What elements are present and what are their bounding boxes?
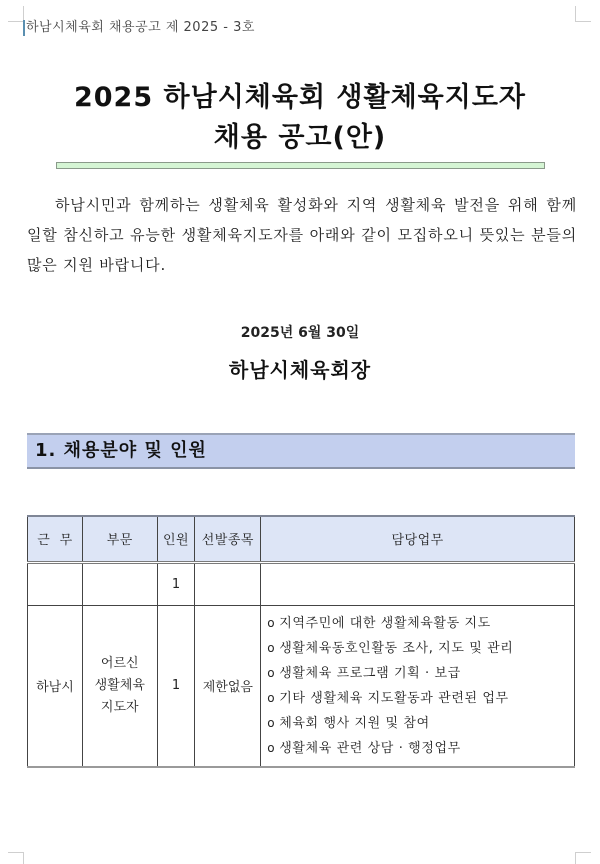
title-divider	[56, 162, 545, 169]
table-row	[28, 605, 575, 767]
duty-item: o 지역주민에 대한 생활체육활동 지도	[267, 611, 574, 636]
cell-location	[28, 562, 83, 605]
column-header-sport: 선발종목	[195, 516, 261, 562]
department-line: 생활체육	[94, 677, 145, 693]
bullet-icon: o	[267, 690, 276, 705]
cell-department	[82, 562, 157, 605]
bullet-icon: o	[267, 715, 276, 730]
duty-item: o 생활체육 관련 상담 · 행정업무	[267, 736, 574, 761]
cell-sport	[195, 562, 261, 605]
page-corner-mark	[575, 852, 591, 864]
intro-paragraph: 하남시민과 함께하는 생활체육 활성화와 지역 생활체육 발전을 위해 함께 일할 참신하고 유능한 생활체육지도자를 아래와 같이 모집하오니 뜻있는 분들의 많은 지원 바랍니다.	[27, 196, 577, 274]
duty-item: o 체육회 행사 지원 및 참여	[267, 711, 574, 736]
document-title-line2: 채용 공고(안)	[213, 122, 387, 153]
bullet-icon: o	[267, 640, 276, 655]
column-header-headcount: 인원	[157, 516, 195, 562]
cell-duties	[261, 605, 575, 767]
cell-headcount: 1	[157, 605, 195, 767]
table-header-row	[28, 516, 575, 562]
cell-duties	[261, 562, 575, 605]
table-row	[28, 562, 575, 605]
duty-item: o 생활체육동호인활동 조사, 지도 및 관리	[267, 636, 574, 661]
section-heading-recruitment: 1. 채용분야 및 인원	[27, 433, 575, 469]
document-title-line1: 2025 하남시체육회 생활체육지도자	[73, 82, 526, 113]
department-line: 어르신	[100, 655, 139, 671]
recruitment-table	[27, 515, 575, 768]
column-header-location: 근 무	[28, 516, 83, 562]
bullet-icon: o	[267, 665, 276, 680]
page-corner-mark	[8, 852, 24, 864]
page-corner-mark	[8, 6, 24, 22]
cell-sport: 제한없음	[195, 605, 261, 767]
bullet-icon: o	[267, 615, 276, 630]
cell-headcount: 1	[157, 562, 195, 605]
page-corner-mark	[575, 6, 591, 22]
document-number[interactable]: 하남시체육회 채용공고 제 2025 - 3호	[23, 20, 255, 36]
cell-location: 하남시	[28, 605, 83, 767]
column-header-duties: 담당업무	[261, 516, 575, 562]
signer-name: 하남시체육회장	[228, 358, 372, 382]
duty-item: o 생활체육 프로그램 기획 · 보급	[267, 661, 574, 686]
column-header-department: 부문	[82, 516, 157, 562]
bullet-icon: o	[267, 740, 276, 755]
duty-item: o 기타 생활체육 지도활동과 관련된 업무	[267, 686, 574, 711]
cell-department	[82, 605, 157, 767]
department-line: 지도자	[100, 699, 139, 715]
announcement-date: 2025년 6월 30일	[240, 325, 360, 341]
